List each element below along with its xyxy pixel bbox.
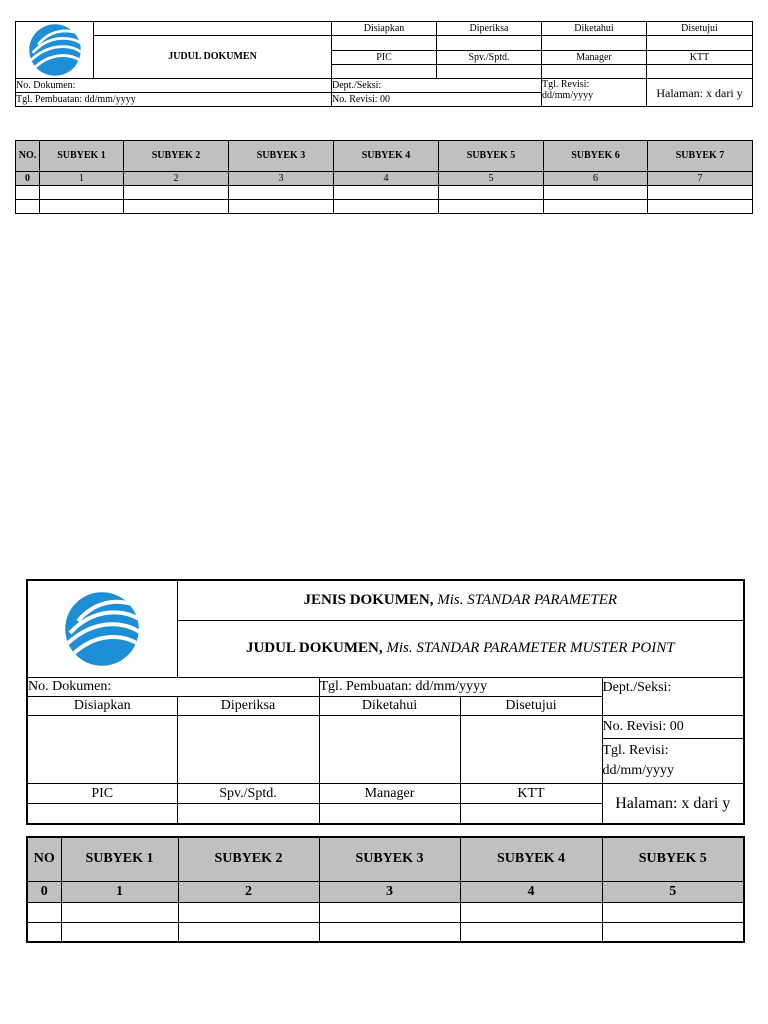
role-pic: PIC [332,51,437,65]
company-logo-cell [27,580,177,677]
column-header: SUBYEK 5 [439,141,544,172]
table-cell[interactable] [16,200,40,214]
column-number: 2 [124,172,229,186]
approval-header-diperiksa: Diperiksa [177,696,319,715]
signature-box[interactable] [437,36,542,51]
signature-box[interactable] [177,715,319,783]
table-row [27,922,744,942]
role-ktt: KTT [647,51,753,65]
globe-logo-icon [62,589,142,669]
judul-dokumen-example: Mis. STANDAR PARAMETER MUSTER POINT [386,640,675,656]
approval-header-disiapkan: Disiapkan [332,22,437,36]
table-cell[interactable] [439,200,544,214]
table-cell[interactable] [602,902,744,922]
column-number: 6 [544,172,648,186]
no-revisi-field: No. Revisi: 00 [602,715,744,738]
name-box[interactable] [647,65,753,79]
table-cell[interactable] [178,922,319,942]
table-cell[interactable] [40,200,124,214]
table-row [27,902,744,922]
column-number: 0 [16,172,40,186]
column-header: SUBYEK 2 [124,141,229,172]
jenis-dokumen-example: Mis. STANDAR PARAMETER [437,591,618,608]
column-header: SUBYEK 4 [334,141,439,172]
approval-header-disiapkan: Disiapkan [27,696,177,715]
table-cell[interactable] [334,186,439,200]
no-revisi-field: No. Revisi: 00 [332,93,542,107]
table-cell[interactable] [178,902,319,922]
table-row [16,186,753,200]
name-box[interactable] [460,803,602,824]
no-dokumen-field: No. Dokumen: [27,677,319,696]
table-cell[interactable] [544,200,648,214]
name-box[interactable] [177,803,319,824]
table-cell[interactable] [40,186,124,200]
tgl-revisi-field [602,738,744,783]
signature-box[interactable] [319,715,460,783]
judul-dokumen-label: JUDUL DOKUMEN, [245,640,383,656]
tgl-pembuatan-field: Tgl. Pembuatan: dd/mm/yyyy [319,677,602,696]
column-number: 5 [439,172,544,186]
column-number: 3 [319,881,460,902]
table-cell[interactable] [544,186,648,200]
approval-header-disetujui: Disetujui [460,696,602,715]
column-number: 3 [229,172,334,186]
table-cell[interactable] [648,186,753,200]
table-cell[interactable] [319,902,460,922]
column-number: 2 [178,881,319,902]
table-cell[interactable] [602,922,744,942]
column-header: NO [27,837,61,881]
approval-header-diketahui: Diketahui [542,22,647,36]
column-number: 1 [61,881,178,902]
column-header: SUBYEK 1 [40,141,124,172]
table-cell[interactable] [460,902,602,922]
column-number: 0 [27,881,61,902]
top-form-header [15,21,753,107]
role-manager: Manager [319,783,460,803]
column-header: SUBYEK 3 [319,837,460,881]
name-box[interactable] [437,65,542,79]
column-header: SUBYEK 3 [229,141,334,172]
table-cell[interactable] [61,922,178,942]
table-cell[interactable] [124,186,229,200]
jenis-dokumen-title [177,580,744,620]
jenis-dokumen-label: JENIS DOKUMEN, [303,591,434,608]
tgl-pembuatan-field: Tgl. Pembuatan: dd/mm/yyyy [16,93,332,107]
signature-box[interactable] [647,36,753,51]
approval-header-disetujui: Disetujui [647,22,753,36]
table-cell[interactable] [27,902,61,922]
table-cell[interactable] [124,200,229,214]
column-number: 7 [648,172,753,186]
tgl-revisi-label: Tgl. Revisi: [602,742,669,758]
dept-seksi-field: Dept./Seksi: [602,677,744,715]
table-cell[interactable] [229,200,334,214]
halaman-field: Halaman: x dari y [647,79,753,107]
judul-dokumen-title [177,620,744,677]
role-spv: Spv./Sptd. [177,783,319,803]
bottom-subject-table [26,836,745,943]
document-title: JUDUL DOKUMEN [94,36,332,79]
tgl-revisi-label: Tgl. Revisi: [542,79,590,90]
table-cell[interactable] [61,902,178,922]
table-cell[interactable] [319,922,460,942]
role-spv: Spv./Sptd. [437,51,542,65]
role-ktt: KTT [460,783,602,803]
approval-header-diketahui: Diketahui [319,696,460,715]
signature-box[interactable] [332,36,437,51]
role-manager: Manager [542,51,647,65]
column-header: SUBYEK 2 [178,837,319,881]
name-box[interactable] [27,803,177,824]
column-header: SUBYEK 5 [602,837,744,881]
role-pic: PIC [27,783,177,803]
table-cell[interactable] [334,200,439,214]
column-header: SUBYEK 1 [61,837,178,881]
signature-box[interactable] [542,36,647,51]
approval-header-diperiksa: Diperiksa [437,22,542,36]
table-cell[interactable] [648,200,753,214]
table-cell[interactable] [460,922,602,942]
globe-logo-icon [27,22,83,78]
table-cell[interactable] [16,186,40,200]
column-number: 1 [40,172,124,186]
name-box[interactable] [542,65,647,79]
company-logo-cell [16,22,94,79]
column-number: 4 [460,881,602,902]
column-number: 5 [602,881,744,902]
no-dokumen-field: No. Dokumen: [16,79,332,93]
tgl-revisi-field [542,79,647,107]
top-subject-table [15,140,753,214]
name-box[interactable] [332,65,437,79]
signature-box[interactable] [27,715,177,783]
bottom-form-header [26,579,745,825]
column-header: SUBYEK 6 [544,141,648,172]
table-cell[interactable] [229,186,334,200]
halaman-field: Halaman: x dari y [602,783,744,824]
column-number: 4 [334,172,439,186]
signature-box[interactable] [460,715,602,783]
column-header: SUBYEK 7 [648,141,753,172]
column-header: NO. [16,141,40,172]
name-box[interactable] [319,803,460,824]
column-header: SUBYEK 4 [460,837,602,881]
tgl-revisi-value: dd/mm/yyyy [542,90,594,101]
tgl-revisi-value: dd/mm/yyyy [602,762,675,778]
table-row [16,200,753,214]
table-cell[interactable] [439,186,544,200]
table-cell[interactable] [27,922,61,942]
dept-seksi-field: Dept./Seksi: [332,79,542,93]
